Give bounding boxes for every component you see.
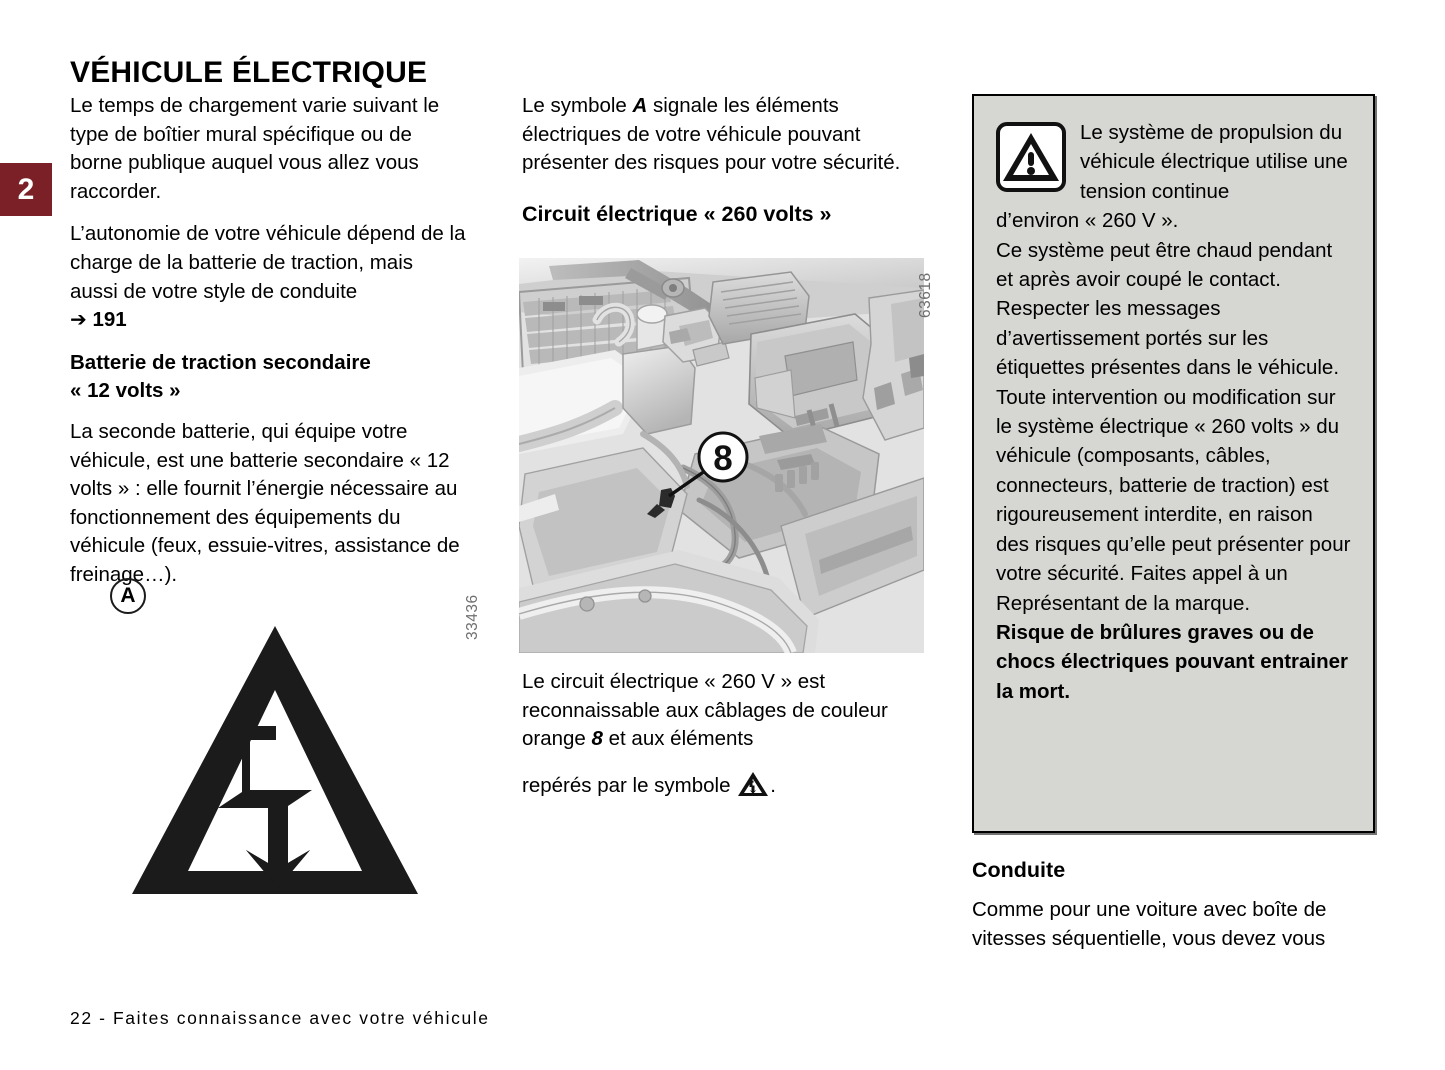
col1-paragraph-3: La seconde batterie, qui équipe votre véhicule, est une batterie secondaire « 12 volts » : elle fournit l’énergie nécessaire au fonctionnement des équipements du véhicule (feux, essuie-vitres, assistance de freinage…). bbox=[70, 419, 460, 586]
caption-line2-part2: . bbox=[770, 773, 776, 797]
engine-bay-photo bbox=[519, 258, 924, 653]
conduite-section bbox=[972, 856, 1382, 967]
photo-caption bbox=[522, 668, 926, 814]
column-1 bbox=[70, 92, 466, 604]
column-2 bbox=[522, 92, 926, 242]
warning-paragraph-3: Toute intervention ou modification sur le système électrique « 260 volts » du véhicule (composants, câbles, connecteurs, batterie de traction) est rigoureusement interdite, en raison des risques qu’elle peut présenter pour votre sécurité. Faites appel à un Représentant de la marque. bbox=[996, 385, 1351, 615]
arrow-right-icon: ➔ bbox=[70, 309, 87, 332]
col2-p1-part1: Le symbole bbox=[522, 94, 633, 117]
cross-reference-page: 191 bbox=[92, 308, 127, 332]
col1-subheading-line2: « 12 volts » bbox=[70, 379, 181, 403]
col1-subheading bbox=[70, 349, 466, 406]
svg-text:8: 8 bbox=[713, 439, 733, 478]
circled-a-label: A bbox=[120, 584, 136, 607]
photo-caption-line1 bbox=[522, 668, 926, 754]
figure-reference-number-2: 63618 bbox=[917, 272, 934, 318]
conduite-paragraph: Comme pour une voiture avec boîte de vitesses séquentielle, vous devez vous bbox=[972, 898, 1327, 950]
conduite-heading: Conduite bbox=[972, 858, 1066, 882]
page-title: VÉHICULE ÉLECTRIQUE bbox=[70, 56, 428, 90]
symbol-a-marker bbox=[110, 578, 146, 614]
cross-reference bbox=[70, 308, 127, 331]
warning-paragraph-bold: Risque de brûlures graves ou de chocs électriques pouvant entrainer la mort. bbox=[996, 620, 1349, 703]
high-voltage-symbol-inline-icon bbox=[736, 770, 770, 798]
page-footer: 22 - Faites connaissance avec votre véhicule bbox=[70, 1008, 490, 1028]
warning-paragraph-1: d’environ « 260 V ». bbox=[996, 209, 1179, 233]
photo-caption-line2 bbox=[522, 770, 926, 801]
warning-box-content bbox=[974, 96, 1373, 722]
col2-p1-part2: signale les éléments électriques de votre véhicule pouvant présenter des risques pour votre sécurité. bbox=[522, 94, 901, 175]
col1-paragraph-2-text: L’autonomie de votre véhicule dépend de la charge de la batterie de traction, mais aussi de votre style de conduite bbox=[70, 222, 466, 303]
caption-part2: et aux éléments bbox=[602, 727, 754, 751]
warning-paragraph-2: Ce système peut être chaud pendant et après avoir coupé le contact. Respecter les messages d’avertissement portés sur les étiquettes présentes dans le véhicule. bbox=[996, 238, 1340, 380]
circled-a-icon bbox=[110, 578, 146, 614]
chapter-tab bbox=[0, 163, 52, 216]
col1-paragraph-1: Le temps de chargement varie suivant le type de boîtier mural spécifique ou de borne publique auquel vous allez vous raccorder. bbox=[70, 94, 440, 203]
figure-reference-number-1: 33436 bbox=[464, 594, 481, 640]
warning-triangle-icon bbox=[996, 122, 1066, 192]
col2-paragraph-1 bbox=[522, 92, 926, 178]
col2-heading-circuit: Circuit électrique « 260 volts » bbox=[522, 201, 832, 226]
high-voltage-hazard-icon bbox=[130, 620, 420, 900]
chapter-number: 2 bbox=[17, 172, 35, 206]
warning-callout-box bbox=[972, 94, 1375, 833]
warning-indented-text: Le système de propulsion du véhicule électrique utilise une tension continue bbox=[1080, 121, 1348, 203]
col1-subheading-line1: Batterie de traction secondaire bbox=[70, 350, 371, 374]
col2-p1-symbol: A bbox=[632, 94, 648, 117]
warning-text bbox=[996, 118, 1351, 706]
caption-line2-part1: repérés par le symbole bbox=[522, 773, 737, 797]
caption-callout: 8 bbox=[591, 727, 603, 751]
col1-paragraph-2 bbox=[70, 220, 466, 334]
caption-part1: Le circuit électrique « 260 V » est reconnaissable aux câblages de couleur orange bbox=[522, 670, 888, 751]
